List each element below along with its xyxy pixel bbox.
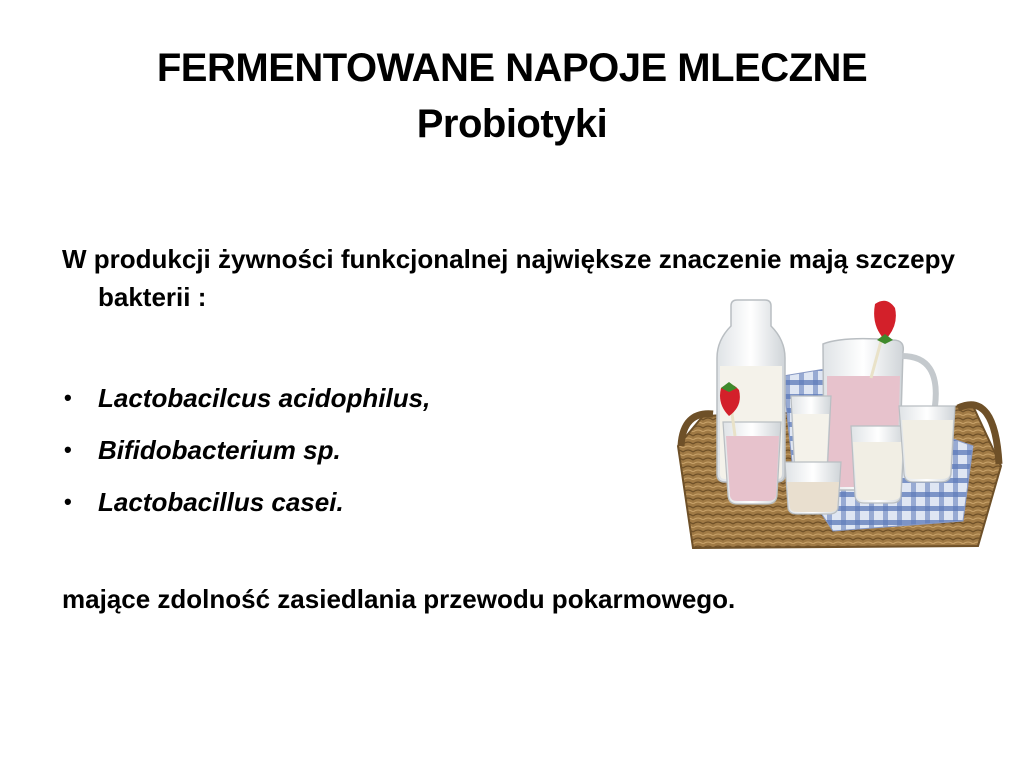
intro-paragraph: W produkcji żywności funkcjonalnej największe znaczenie mają szczepy bakterii : xyxy=(62,244,955,312)
strawberry-icon xyxy=(874,301,896,344)
bullet-icon: • xyxy=(64,385,72,410)
kefir-glass xyxy=(785,462,841,514)
list-item-text: Lactobacillus casei. xyxy=(98,487,344,517)
list-item xyxy=(62,430,430,482)
slide-title xyxy=(0,40,1024,152)
bullet-icon: • xyxy=(64,489,72,514)
list-item xyxy=(62,482,430,534)
outro-paragraph: mające zdolność zasiedlania przewodu pokarmowego. xyxy=(62,584,736,614)
bullet-icon: • xyxy=(64,437,72,462)
dairy-drinks-photo xyxy=(673,296,1003,554)
list-item-text: Bifidobacterium sp. xyxy=(98,435,341,465)
yogurt-drink-glass xyxy=(899,406,955,482)
title-line-2: Probiotyki xyxy=(416,102,608,146)
list-item xyxy=(62,378,430,430)
list-item-text: Lactobacilcus acidophilus, xyxy=(98,383,431,413)
strawberry-drink-glass xyxy=(723,422,781,504)
yogurt-drink-glass xyxy=(851,426,905,503)
title-line-1: FERMENTOWANE NAPOJE MLECZNE xyxy=(156,46,868,90)
bacteria-list xyxy=(62,378,430,534)
dairy-drinks-illustration xyxy=(673,296,1003,554)
